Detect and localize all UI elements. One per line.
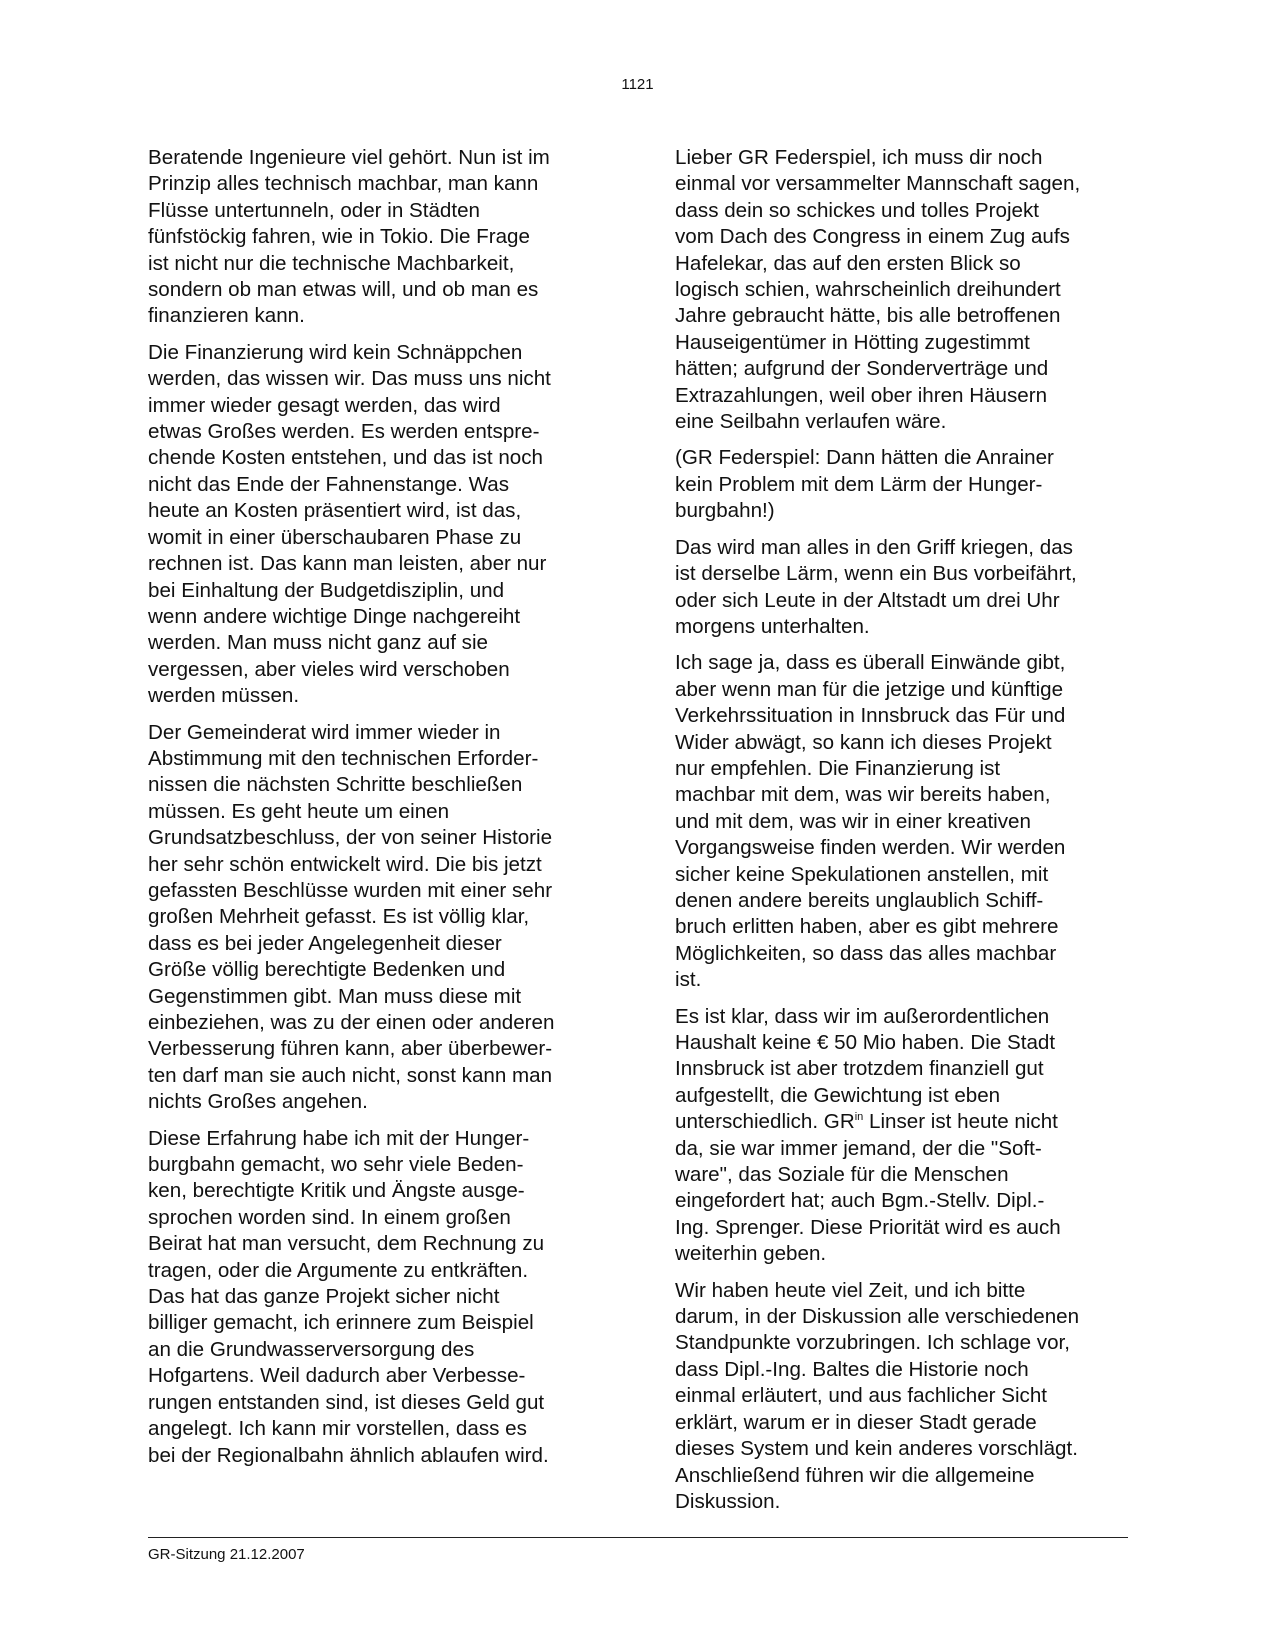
interjection-paragraph: (GR Federspiel: Dann hätten die Anrainer kein Problem mit dem Lärm der Hunger- burgbahn!) <box>675 446 1054 523</box>
paragraph: Die Finanzierung wird kein Schnäppchen werden, das wissen wir. Das muss uns nicht immer wieder gesagt werden, das wird etwas Großes werden. Es werden entspre- chende Kosten entstehen, und das ist noch nicht das Ende der Fahnenstange. Was heute an Kosten präsentiert wird, ist das, womit in einer überschaubaren Phase zu rechnen ist. Das kann man leisten, aber nur bei Einhaltung der Budgetdisziplin, und wenn andere wichtige Dinge nachgereiht werden. Man muss nicht ganz auf sie vergessen, aber vieles wird verschoben werden müssen. <box>148 340 551 708</box>
paragraph-text: Es ist klar, dass wir im außerordentlichen Haushalt keine € 50 Mio haben. Die Stadt Innsbruck ist aber trotzdem finanziell gut aufgestellt, die Gewichtung ist eben unterschiedlich. GR <box>675 1004 1056 1134</box>
paragraph: Wir haben heute viel Zeit, und ich bitte darum, in der Diskussion alle verschiedenen Standpunkte vorzubringen. Ich schlage vor, dass Dipl.-Ing. Baltes die Historie noch einmal erläutert, und aus fachlicher Sicht erklärt, warum er in dieser Stadt gerade dieses System und kein anderes vorschlägt. Anschließend führen wir die allgemeine Diskussion. <box>675 1278 1080 1513</box>
paragraph-text: Linser ist heute nicht da, sie war immer jemand, der die "Soft- ware", das Soziale für die Menschen eingefordert hat; auch Bgm.-Stellv. Dipl.- Ing. Sprenger. Diese Priorität wird es auch weiterhin geben. <box>675 1110 1061 1266</box>
paragraph: Beratende Ingenieure viel gehört. Nun ist im Prinzip alles technisch machbar, man kann Flüsse untertunneln, oder in Städten fünfstöckig fahren, wie in Tokio. Die Frage ist nicht nur die technische Machbarkeit, sondern ob man etwas will, und ob man es finanzieren kann. <box>148 146 550 328</box>
paragraph: Das wird man alles in den Griff kriegen, das ist derselbe Lärm, wenn ein Bus vorbeifährt, oder sich Leute in der Altstadt um drei Uhr morgens unterhalten. <box>675 535 1077 638</box>
right-column <box>675 145 1123 1515</box>
superscript-text: in <box>854 1111 864 1124</box>
paragraph: Der Gemeinderat wird immer wieder in Abstimmung mit den technischen Erforder- nissen die nächsten Schritte beschließen müssen. Es geht heute um einen Grundsatzbeschluss, der von seiner Historie her sehr schön entwickelt wird. Die bis jetzt gefassten Beschlüsse wurden mit einer sehr großen Mehrheit gefasst. Es ist völlig klar, dass es bei jeder Angelegenheit dieser Größe völlig berechtigte Bedenken und Gegenstimmen gibt. Man muss diese mit einbeziehen, was zu der einen oder anderen Verbesserung führen kann, aber überbewer- ten darf man sie auch nicht, sonst kann man nichts Großes angehen. <box>148 720 555 1114</box>
paragraph: Lieber GR Federspiel, ich muss dir noch einmal vor versammelter Mannschaft sagen, dass dein so schickes und tolles Projekt vom Dach des Congress in einem Zug aufs Hafelekar, das auf den ersten Blick so logisch schien, wahrscheinlich dreihundert Jahre gebraucht hätte, bis alle betroffenen Hauseigentümer in Hötting zugestimmt hätten; aufgrund der Sonderverträge und Extrazahlungen, weil ober ihren Häusern eine Seilbahn verlaufen wäre. <box>675 146 1081 434</box>
paragraph: Diese Erfahrung habe ich mit der Hunger- burgbahn gemacht, wo sehr viele Beden- ken, berechtigte Kritik und Ängste ausge- sprochen worden sind. In einem großen Beirat hat man versucht, dem Rechnung zu tragen, oder die Argumente zu entkräften. Das hat das ganze Projekt sicher nicht billiger gemacht, ich erinnere zum Beispiel an die Grundwasserversorgung des Hofgartens. Weil dadurch aber Verbesse- rungen entstanden sind, ist dieses Geld gut angelegt. Ich kann mir vorstellen, dass es bei der Regionalbahn ähnlich ablaufen wird. <box>148 1126 549 1467</box>
footer-session-date: GR-Sitzung 21.12.2007 <box>148 1546 305 1563</box>
paragraph: Ich sage ja, dass es überall Einwände gibt, aber wenn man für die jetzige und künftige Verkehrssituation in Innsbruck das Für und Wider abwägt, so kann ich dieses Projekt nur empfehlen. Die Finanzierung ist machbar mit dem, was wir bereits haben, und mit dem, was wir in einer kreativen Vorgangsweise finden werden. Wir werden sicher keine Spekulationen anstellen, mit denen andere bereits unglaublich Schiff- bruch erlitten haben, aber es gibt mehrere Möglichkeiten, so dass das alles machbar ist. <box>675 651 1066 992</box>
paragraph <box>675 1004 1123 1268</box>
footer-divider <box>148 1537 1128 1538</box>
left-column <box>148 145 596 1469</box>
page-number: 1121 <box>621 76 654 93</box>
